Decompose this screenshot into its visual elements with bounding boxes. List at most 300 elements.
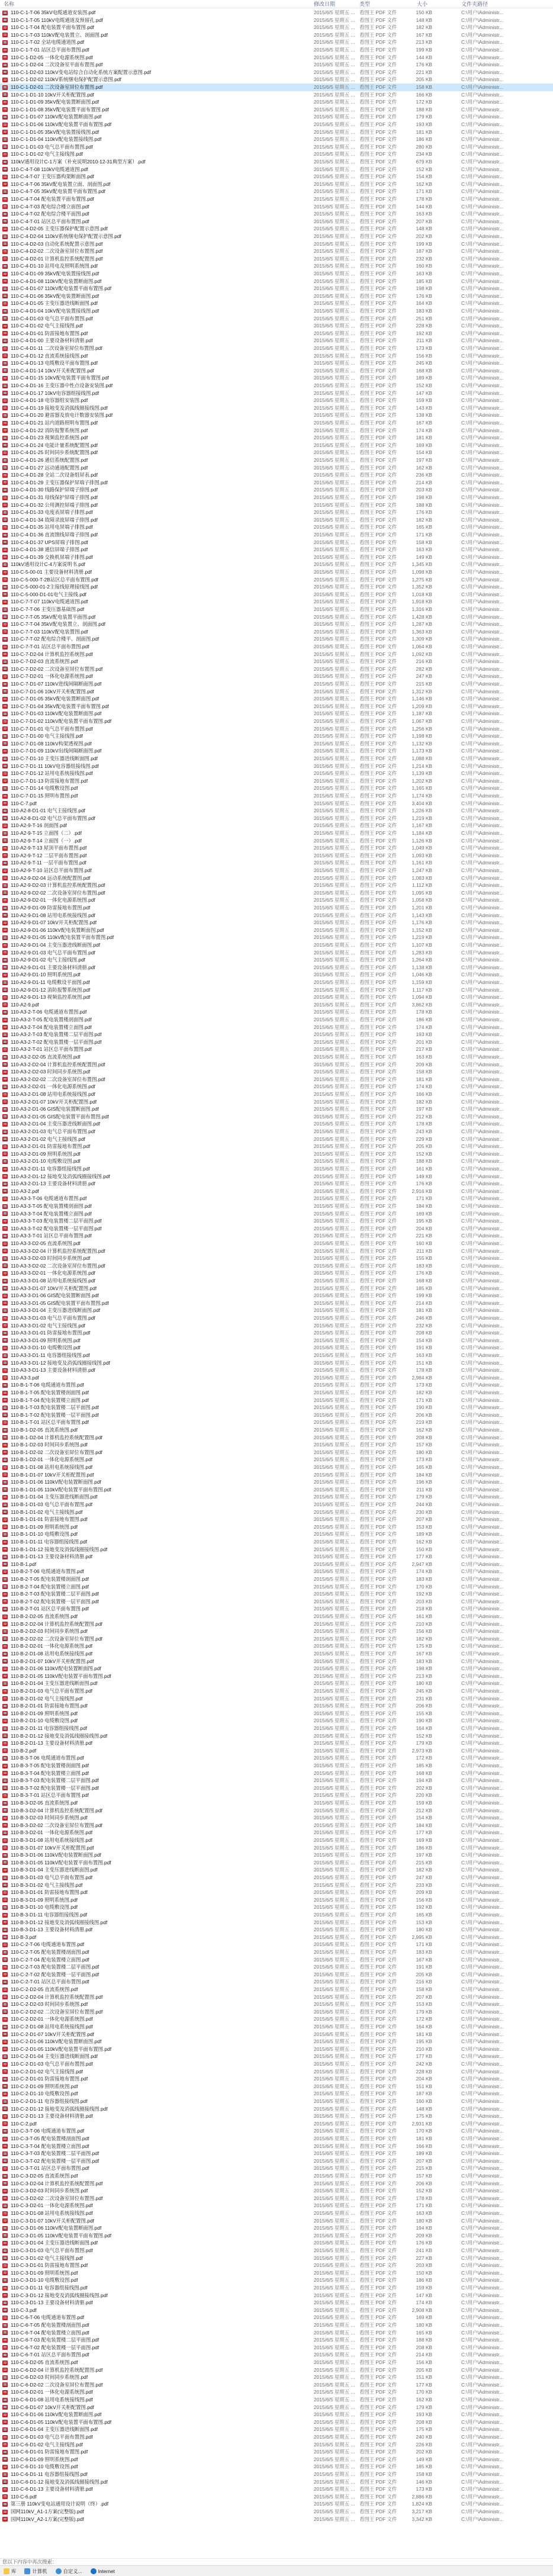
file-row[interactable] [0, 1523, 553, 1531]
file-row[interactable] [0, 852, 553, 860]
file-row[interactable] [0, 2344, 553, 2352]
file-row[interactable] [0, 993, 553, 1001]
file-row[interactable] [0, 2463, 553, 2471]
file-row[interactable] [0, 1366, 553, 1374]
file-row[interactable] [0, 1426, 553, 1434]
file-row[interactable] [0, 1120, 553, 1128]
file-row[interactable] [0, 322, 553, 330]
file-row[interactable] [0, 1136, 553, 1143]
file-row[interactable] [0, 1150, 553, 1158]
file-row[interactable] [0, 2388, 553, 2396]
file-row[interactable] [0, 31, 553, 39]
file-row[interactable] [0, 904, 553, 912]
file-row[interactable] [0, 1538, 553, 1546]
file-row[interactable] [0, 896, 553, 904]
file-row[interactable] [0, 606, 553, 613]
file-row[interactable] [0, 1374, 553, 1382]
file-row[interactable] [0, 1157, 553, 1165]
file-row[interactable] [0, 1747, 553, 1755]
file-row[interactable] [0, 1225, 553, 1233]
file-row[interactable] [0, 397, 553, 404]
file-row[interactable] [0, 1232, 553, 1240]
file-row[interactable] [0, 1695, 553, 1703]
file-row[interactable] [0, 1807, 553, 1815]
file-row[interactable] [0, 546, 553, 554]
file-row[interactable] [0, 1948, 553, 1956]
file-row[interactable] [0, 1866, 553, 1874]
file-row[interactable] [0, 2060, 553, 2068]
file-row[interactable] [0, 576, 553, 584]
file-row[interactable] [0, 1314, 553, 1322]
file-row[interactable] [0, 367, 553, 375]
file-row[interactable] [0, 2396, 553, 2404]
file-row[interactable] [0, 2224, 553, 2232]
file-row[interactable] [0, 1762, 553, 1770]
file-row[interactable] [0, 1993, 553, 2001]
search-custom-button[interactable] [56, 2568, 82, 2575]
file-row[interactable] [0, 815, 553, 822]
file-row[interactable] [0, 591, 553, 599]
file-row[interactable] [0, 1799, 553, 1807]
file-row[interactable] [0, 986, 553, 994]
file-row[interactable] [0, 1024, 553, 1031]
file-row[interactable] [0, 106, 553, 114]
file-row[interactable] [0, 2127, 553, 2135]
file-row[interactable] [0, 1329, 553, 1337]
file-row[interactable] [0, 1583, 553, 1591]
file-row[interactable] [0, 285, 553, 292]
file-row[interactable] [0, 1300, 553, 1307]
file-row[interactable] [0, 359, 553, 367]
file-row[interactable] [0, 2262, 553, 2269]
file-row[interactable] [0, 509, 553, 516]
file-row[interactable] [0, 2165, 553, 2172]
file-row[interactable] [0, 673, 553, 680]
file-row[interactable] [0, 2172, 553, 2180]
file-row[interactable] [0, 2068, 553, 2076]
file-row[interactable] [0, 1269, 553, 1277]
file-row[interactable] [0, 2053, 553, 2060]
file-row[interactable] [0, 1859, 553, 1867]
file-row[interactable] [0, 150, 553, 158]
file-row[interactable] [0, 24, 553, 31]
file-row[interactable] [0, 390, 553, 397]
file-row[interactable] [0, 1941, 553, 1948]
file-row[interactable] [0, 2441, 553, 2449]
file-row[interactable] [0, 2008, 553, 2016]
file-row[interactable] [0, 98, 553, 106]
file-row[interactable] [0, 949, 553, 957]
file-row[interactable] [0, 1605, 553, 1613]
file-row[interactable] [0, 2135, 553, 2143]
file-row[interactable] [0, 1822, 553, 1829]
file-row[interactable] [0, 1792, 553, 1799]
file-row[interactable] [0, 956, 553, 964]
file-row[interactable] [0, 710, 553, 718]
file-row[interactable] [0, 337, 553, 345]
file-row[interactable] [0, 1628, 553, 1635]
file-row[interactable] [0, 1404, 553, 1411]
file-row[interactable] [0, 2031, 553, 2038]
file-row[interactable] [0, 1008, 553, 1016]
file-row[interactable] [0, 1889, 553, 1896]
file-row[interactable] [0, 136, 553, 143]
file-row[interactable] [0, 1710, 553, 1718]
file-row[interactable] [0, 889, 553, 897]
file-row[interactable] [0, 1397, 553, 1404]
file-row[interactable] [0, 121, 553, 128]
file-row[interactable] [0, 1389, 553, 1397]
file-row[interactable] [0, 427, 553, 435]
file-row[interactable] [0, 1717, 553, 1725]
file-row[interactable] [0, 434, 553, 442]
file-row[interactable] [0, 1083, 553, 1091]
file-row[interactable] [0, 442, 553, 449]
file-row[interactable] [0, 800, 553, 808]
file-row[interactable] [0, 1919, 553, 1927]
file-row[interactable] [0, 792, 553, 800]
file-row[interactable] [0, 307, 553, 315]
file-row[interactable] [0, 247, 553, 255]
file-row[interactable] [0, 2493, 553, 2501]
file-row[interactable] [0, 665, 553, 673]
file-row[interactable] [0, 859, 553, 867]
file-row[interactable] [0, 270, 553, 278]
file-row[interactable] [0, 1202, 553, 1210]
search-computer-button[interactable] [24, 2568, 47, 2575]
file-row[interactable] [0, 2321, 553, 2329]
file-row[interactable] [0, 1068, 553, 1076]
file-row[interactable] [0, 777, 553, 785]
file-row[interactable] [0, 2381, 553, 2389]
file-row[interactable] [0, 703, 553, 710]
file-row[interactable] [0, 695, 553, 703]
file-row[interactable] [0, 1620, 553, 1628]
file-row[interactable] [0, 300, 553, 307]
file-row[interactable] [0, 2195, 553, 2202]
file-row[interactable] [0, 2232, 553, 2240]
file-row[interactable] [0, 1516, 553, 1523]
file-row[interactable] [0, 1851, 553, 1859]
file-row[interactable] [0, 210, 553, 218]
file-row[interactable] [0, 598, 553, 606]
file-row[interactable] [0, 1411, 553, 1419]
file-row[interactable] [0, 2090, 553, 2098]
file-row[interactable] [0, 1113, 553, 1121]
file-row[interactable] [0, 128, 553, 136]
file-row[interactable] [0, 233, 553, 240]
file-row[interactable] [0, 345, 553, 352]
file-row[interactable] [0, 1963, 553, 1971]
file-row[interactable] [0, 628, 553, 636]
file-row[interactable] [0, 2157, 553, 2165]
file-row[interactable] [0, 166, 553, 173]
column-location-header[interactable]: 文件夹路径 [461, 1, 488, 7]
file-row[interactable] [0, 1255, 553, 1262]
file-row[interactable] [0, 494, 553, 501]
file-row[interactable] [0, 113, 553, 121]
file-row[interactable] [0, 740, 553, 748]
file-row[interactable] [0, 1456, 553, 1464]
file-row[interactable] [0, 2187, 553, 2195]
file-row[interactable] [0, 971, 553, 979]
search-internet-button[interactable] [91, 2568, 115, 2574]
file-row[interactable] [0, 2023, 553, 2031]
file-row[interactable] [0, 382, 553, 390]
file-row[interactable] [0, 1702, 553, 1710]
file-row[interactable] [0, 2299, 553, 2307]
file-row[interactable] [0, 763, 553, 770]
file-row[interactable] [0, 1493, 553, 1501]
file-row[interactable] [0, 1031, 553, 1038]
file-row[interactable] [0, 1016, 553, 1024]
file-row[interactable] [0, 1262, 553, 1270]
file-row[interactable] [0, 784, 553, 792]
file-row[interactable] [0, 927, 553, 934]
file-row[interactable] [0, 464, 553, 472]
file-row[interactable] [0, 2307, 553, 2314]
file-row[interactable] [0, 1546, 553, 1554]
file-row[interactable] [0, 1590, 553, 1598]
file-row[interactable] [0, 1874, 553, 1882]
file-row[interactable] [0, 1635, 553, 1643]
file-row[interactable] [0, 501, 553, 509]
file-row[interactable] [0, 9, 553, 17]
file-row[interactable] [0, 1359, 553, 1367]
file-row[interactable] [0, 1195, 553, 1202]
file-row[interactable] [0, 2292, 553, 2300]
file-row[interactable] [0, 419, 553, 427]
file-row[interactable] [0, 225, 553, 233]
file-row[interactable] [0, 1486, 553, 1494]
file-row[interactable] [0, 1419, 553, 1426]
file-row[interactable] [0, 1307, 553, 1314]
file-row[interactable] [0, 2516, 553, 2523]
file-row[interactable] [0, 158, 553, 166]
file-row[interactable] [0, 352, 553, 360]
file-row[interactable] [0, 1770, 553, 1777]
file-row[interactable] [0, 2015, 553, 2023]
file-row[interactable] [0, 583, 553, 591]
file-row[interactable] [0, 1322, 553, 1330]
file-row[interactable] [0, 2374, 553, 2381]
file-row[interactable] [0, 17, 553, 24]
file-row[interactable] [0, 2284, 553, 2292]
file-row[interactable] [0, 2336, 553, 2344]
file-row[interactable] [0, 1143, 553, 1150]
file-row[interactable] [0, 613, 553, 621]
file-row[interactable] [0, 218, 553, 226]
file-row[interactable] [0, 1844, 553, 1852]
file-row[interactable] [0, 1352, 553, 1359]
file-row[interactable] [0, 1530, 553, 1538]
file-row[interactable] [0, 449, 553, 456]
file-row[interactable] [0, 822, 553, 829]
file-row[interactable] [0, 278, 553, 285]
file-row[interactable] [0, 1210, 553, 1218]
file-row[interactable] [0, 1165, 553, 1173]
file-row[interactable] [0, 1128, 553, 1136]
file-row[interactable] [0, 688, 553, 696]
file-row[interactable] [0, 732, 553, 740]
file-row[interactable] [0, 2426, 553, 2433]
file-row[interactable] [0, 69, 553, 76]
file-row[interactable] [0, 837, 553, 845]
file-row[interactable] [0, 874, 553, 882]
file-row[interactable] [0, 1173, 553, 1181]
file-row[interactable] [0, 1105, 553, 1113]
file-row[interactable] [0, 554, 553, 561]
file-row[interactable] [0, 54, 553, 62]
file-row[interactable] [0, 2404, 553, 2411]
file-row[interactable] [0, 2150, 553, 2157]
file-row[interactable] [0, 195, 553, 203]
file-row[interactable] [0, 1956, 553, 1964]
file-row[interactable] [0, 1837, 553, 1844]
file-row[interactable] [0, 411, 553, 419]
file-row[interactable] [0, 2500, 553, 2508]
search-library-button[interactable] [4, 2568, 16, 2575]
file-row[interactable] [0, 486, 553, 494]
file-row[interactable] [0, 1501, 553, 1509]
file-row[interactable] [0, 643, 553, 651]
file-row[interactable] [0, 2471, 553, 2478]
file-row[interactable] [0, 1642, 553, 1650]
file-row[interactable] [0, 2255, 553, 2262]
file-row[interactable] [0, 1061, 553, 1069]
file-row[interactable] [0, 471, 553, 479]
file-row[interactable] [0, 330, 553, 337]
file-row[interactable] [0, 523, 553, 531]
file-row[interactable] [0, 1038, 553, 1046]
file-row[interactable] [0, 1509, 553, 1516]
file-row[interactable] [0, 1568, 553, 1575]
column-name-header[interactable]: 名称 [4, 1, 15, 7]
file-row[interactable] [0, 2456, 553, 2464]
file-row[interactable] [0, 1180, 553, 1188]
file-row[interactable] [0, 2359, 553, 2366]
file-row[interactable] [0, 1292, 553, 1300]
file-row[interactable] [0, 561, 553, 568]
file-row[interactable] [0, 1926, 553, 1934]
file-row[interactable] [0, 1001, 553, 1009]
file-row[interactable] [0, 203, 553, 211]
file-row[interactable] [0, 404, 553, 412]
file-row[interactable] [0, 747, 553, 755]
file-row[interactable] [0, 262, 553, 270]
file-row[interactable] [0, 1971, 553, 1979]
file-row[interactable] [0, 2448, 553, 2456]
file-row[interactable] [0, 76, 553, 83]
file-row[interactable] [0, 1449, 553, 1456]
file-row[interactable] [0, 1441, 553, 1449]
file-row[interactable] [0, 1285, 553, 1292]
file-row[interactable] [0, 61, 553, 69]
column-date-header[interactable]: 修改日期 [314, 1, 336, 7]
file-row[interactable] [0, 1934, 553, 1941]
file-row[interactable] [0, 1739, 553, 1747]
file-row[interactable] [0, 2180, 553, 2188]
file-row[interactable] [0, 1188, 553, 1195]
file-row[interactable] [0, 1673, 553, 1680]
file-row[interactable] [0, 1471, 553, 1479]
file-row[interactable] [0, 2120, 553, 2128]
column-type-header[interactable]: 类型 [359, 1, 371, 7]
file-row[interactable] [0, 718, 553, 725]
file-row[interactable] [0, 2083, 553, 2091]
file-row[interactable] [0, 658, 553, 665]
file-row[interactable] [0, 1277, 553, 1285]
file-row[interactable] [0, 2217, 553, 2225]
file-row[interactable] [0, 539, 553, 546]
file-row[interactable] [0, 1882, 553, 1889]
file-row[interactable] [0, 941, 553, 949]
file-row[interactable] [0, 1217, 553, 1225]
file-row[interactable] [0, 38, 553, 46]
file-row[interactable] [0, 91, 553, 99]
file-row[interactable] [0, 2411, 553, 2419]
file-row[interactable] [0, 2508, 553, 2516]
file-row[interactable] [0, 516, 553, 524]
file-row[interactable] [0, 1754, 553, 1762]
file-row[interactable] [0, 2239, 553, 2247]
file-row[interactable] [0, 479, 553, 487]
file-row[interactable] [0, 1344, 553, 1352]
file-row[interactable] [0, 1337, 553, 1345]
file-row[interactable] [0, 651, 553, 658]
file-row[interactable] [0, 807, 553, 815]
column-size-header[interactable]: 大小 [417, 1, 428, 7]
file-row[interactable] [0, 2001, 553, 2008]
file-row[interactable] [0, 1784, 553, 1792]
file-row[interactable] [0, 315, 553, 323]
file-row[interactable] [0, 919, 553, 927]
file-row[interactable] [0, 725, 553, 733]
file-row[interactable] [0, 1687, 553, 1695]
file-row[interactable] [0, 1829, 553, 1837]
file-row[interactable] [0, 2143, 553, 2150]
file-row[interactable] [0, 1561, 553, 1568]
file-row[interactable] [0, 1478, 553, 1486]
file-row[interactable] [0, 46, 553, 54]
file-row[interactable] [0, 2314, 553, 2321]
file-row[interactable] [0, 680, 553, 688]
file-row[interactable] [0, 1978, 553, 1986]
file-row[interactable] [0, 240, 553, 248]
file-row[interactable] [0, 1240, 553, 1247]
file-row[interactable] [0, 912, 553, 919]
file-row[interactable] [0, 531, 553, 539]
file-row[interactable] [0, 2112, 553, 2120]
file-row[interactable] [0, 1650, 553, 1658]
file-row[interactable] [0, 882, 553, 889]
file-row[interactable] [0, 2105, 553, 2113]
file-row[interactable] [0, 2038, 553, 2046]
file-row[interactable] [0, 1575, 553, 1583]
file-row[interactable] [0, 1098, 553, 1106]
file-row[interactable] [0, 2485, 553, 2493]
file-row[interactable] [0, 2478, 553, 2486]
file-row[interactable] [0, 456, 553, 464]
file-row[interactable] [0, 568, 553, 576]
file-row[interactable] [0, 844, 553, 852]
file-row[interactable] [0, 829, 553, 837]
file-row[interactable] [0, 1680, 553, 1687]
file-row[interactable] [0, 374, 553, 382]
file-row[interactable] [0, 1464, 553, 1471]
file-row[interactable] [0, 2210, 553, 2217]
file-row[interactable] [0, 1381, 553, 1389]
